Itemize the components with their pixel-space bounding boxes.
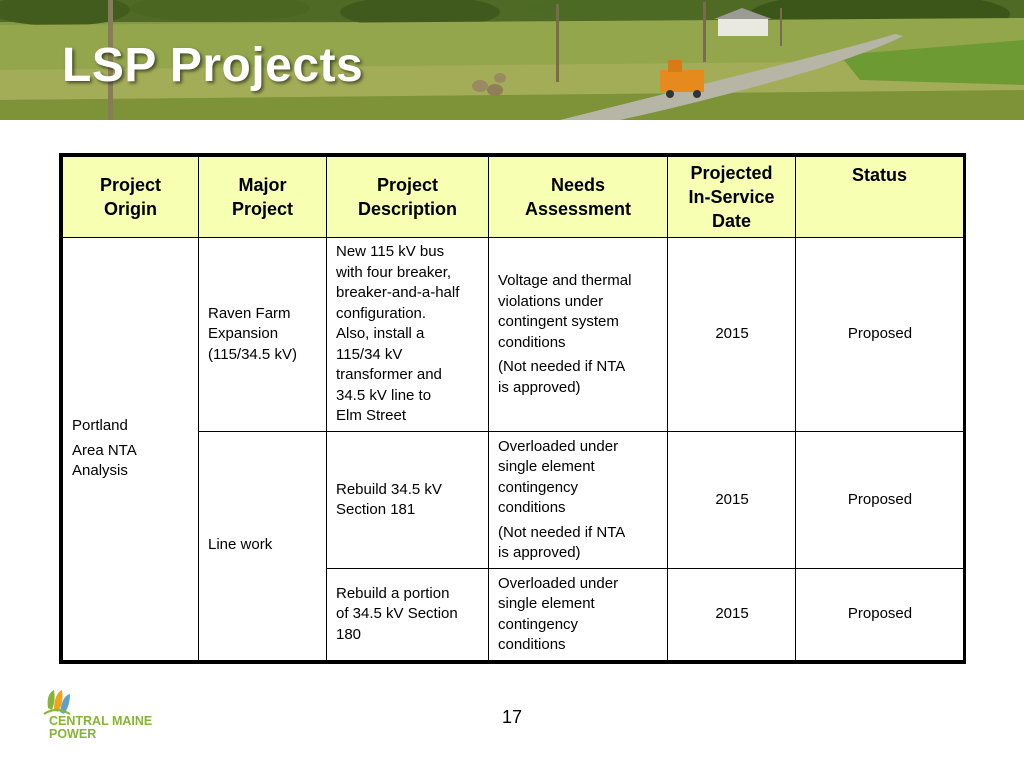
page-number: 17 xyxy=(501,707,523,727)
cell-description: Rebuild 34.5 kV Section 181 xyxy=(327,432,489,569)
cell-in-service-date: 2015 xyxy=(668,238,796,432)
cell-major-project: Line work xyxy=(199,432,327,661)
projects-table xyxy=(59,153,966,664)
header-banner xyxy=(0,0,1024,120)
cell-needs-assessment: Voltage and thermal violations under contingent system conditions (Not needed if NTA is approved) xyxy=(489,238,668,432)
table-header-row xyxy=(63,157,964,238)
cell-description: Rebuild a portion of 34.5 kV Section 180 xyxy=(327,569,489,661)
table-row xyxy=(63,238,964,432)
cell-project-origin: Portland Area NTA Analysis xyxy=(63,238,199,661)
cell-major-project: Raven Farm Expansion (115/34.5 kV) xyxy=(199,238,327,432)
table-row xyxy=(63,432,964,569)
cell-status: Proposed xyxy=(796,238,964,432)
cell-status: Proposed xyxy=(796,569,964,661)
cell-description: New 115 kV bus with four breaker, breaker-and-a-half configuration. Also, install a 115/34 kV transformer and 34.5 kV line to Elm Street xyxy=(327,238,489,432)
page-title: LSP Projects xyxy=(62,39,364,92)
logo-wordmark: CENTRAL MAINE POWER xyxy=(49,714,153,741)
cell-status: Proposed xyxy=(796,432,964,569)
header-in-service-date: Projected In-Service Date xyxy=(668,157,796,238)
cell-needs-assessment: Overloaded under single element contingency conditions xyxy=(489,569,668,661)
cell-needs-assessment: Overloaded under single element contingency conditions (Not needed if NTA is approved) xyxy=(489,432,668,569)
cell-in-service-date: 2015 xyxy=(668,569,796,661)
header-major-project: Major Project xyxy=(199,157,327,238)
header-needs-assessment: Needs Assessment xyxy=(489,157,668,238)
header-status: Status xyxy=(796,157,964,238)
header-project-description: Project Description xyxy=(327,157,489,238)
cell-in-service-date: 2015 xyxy=(668,432,796,569)
header-project-origin: Project Origin xyxy=(63,157,199,238)
